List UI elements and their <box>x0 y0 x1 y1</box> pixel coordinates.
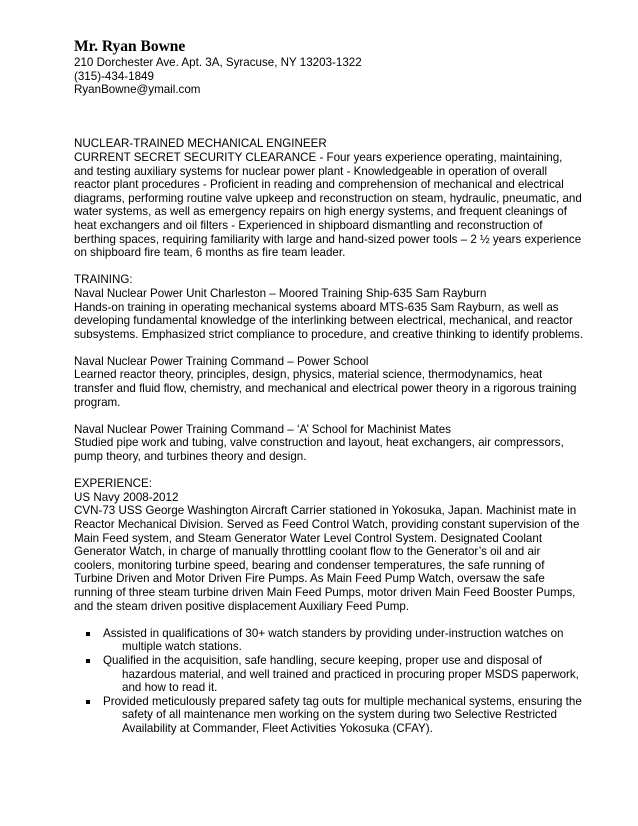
experience-org: US Navy 2008-2012 <box>74 490 179 504</box>
training-item-body: Learned reactor theory, principles, design, physics, material science, thermodynamics, heat transfer and fluid flow, chemistry, and mechanical and electrical power theory in a rigorous training program. <box>74 368 577 409</box>
training-item-title: Naval Nuclear Power Training Command – ‘A’ School for Machinist Mates <box>74 422 451 436</box>
square-bullet-icon <box>86 632 90 636</box>
summary-section <box>74 137 584 259</box>
training-item <box>74 355 584 409</box>
square-bullet-icon <box>86 659 90 663</box>
email: RyanBowne@ymail.com <box>74 83 201 97</box>
resume-page <box>74 38 584 736</box>
square-bullet-icon <box>86 700 90 704</box>
list-item <box>74 654 584 695</box>
experience-section <box>74 477 584 735</box>
list-item-text: Assisted in qualifications of 30+ watch standers by providing under-instruction watches on multiple watch stations. <box>103 626 564 654</box>
list-item-text: Qualified in the acquisition, safe handling, secure keeping, proper use and disposal of hazardous material, and well trained and practiced in procuring proper MSDS paperwork, and how to read it. <box>103 653 579 695</box>
training-item-body: Hands-on training in operating mechanical systems aboard MTS-635 Sam Rayburn, as well as developing fundamental knowledge of the interlinking between electrical, mechanical, and reactor subsystems. Emphasized strict compliance to procedure, and creative thinking to identify problems. <box>74 300 584 341</box>
experience-body: CVN-73 USS George Washington Aircraft Carrier stationed in Yokosuka, Japan. Machinist mate in Reactor Mechanical Division. Served as Feed Control Watch, providing constant supervision of the Main Feed system, and Steam Generator Water Level Control System. Designated Coolant Generator Watch, in charge of manually throttling coolant flow to the Generator’s oil and air coolers, monitoring turbine speed, bearing and condenser temperatures, the safe running of Turbine Driven and Motor Driven Fire Pumps. As Main Feed Pump Watch, oversaw the safe running of three steam turbine driven Main Feed Pumps, motor driven Main Feed Booster Pumps, and the steam driven positive displacement Auxiliary Feed Pump. <box>74 504 580 613</box>
training-item-title: Naval Nuclear Power Training Command – Power School <box>74 354 369 368</box>
summary-body: CURRENT SECRET SECURITY CLEARANCE - Four years experience operating, maintaining, and testing auxiliary systems for nuclear power plant - Knowledgeable in operation of overall reactor plant procedures - Proficient in reading and comprehension of mechanical and electrical diagrams, performing routine valve upkeep and reconstruction on steam, hydraulic, pneumatic, and water systems, as well as emergency repairs on high energy systems, and frequent cleanings of heat exchangers and oil filters - Experienced in shipboard dismantling and reconstruction of berthing spaces, requiring familiarity with large and hand-sized power tools – 2 ½ years experience on shipboard fire team, 6 months as fire team leader. <box>74 150 582 260</box>
list-item <box>74 695 584 736</box>
training-item-body: Studied pipe work and tubing, valve construction and layout, heat exchangers, air compressors, pump theory, and turbines theory and design. <box>74 436 564 464</box>
phone: (315)-434-1849 <box>74 69 154 83</box>
address: 210 Dorchester Ave. Apt. 3A, Syracuse, NY 13203-1322 <box>74 56 362 69</box>
training-item <box>74 287 584 341</box>
list-item-text: Provided meticulously prepared safety tag outs for multiple mechanical systems, ensuring the safety of all maintenance men working on the system during two Selective Restricted Availability at Commander, Fleet Activities Yokosuka (CFAY). <box>103 694 582 735</box>
training-item <box>74 423 584 464</box>
summary-title: NUCLEAR-TRAINED MECHANICAL ENGINEER <box>74 137 327 151</box>
experience-bullets <box>74 627 584 736</box>
training-section <box>74 273 584 463</box>
resume-header <box>74 38 584 97</box>
training-item-title: Naval Nuclear Power Unit Charleston – Moored Training Ship-635 Sam Rayburn <box>74 286 487 300</box>
experience-heading: EXPERIENCE: <box>74 477 152 491</box>
training-heading: TRAINING: <box>74 273 133 287</box>
candidate-name: Mr. Ryan Bowne <box>74 38 186 55</box>
list-item <box>74 627 584 654</box>
